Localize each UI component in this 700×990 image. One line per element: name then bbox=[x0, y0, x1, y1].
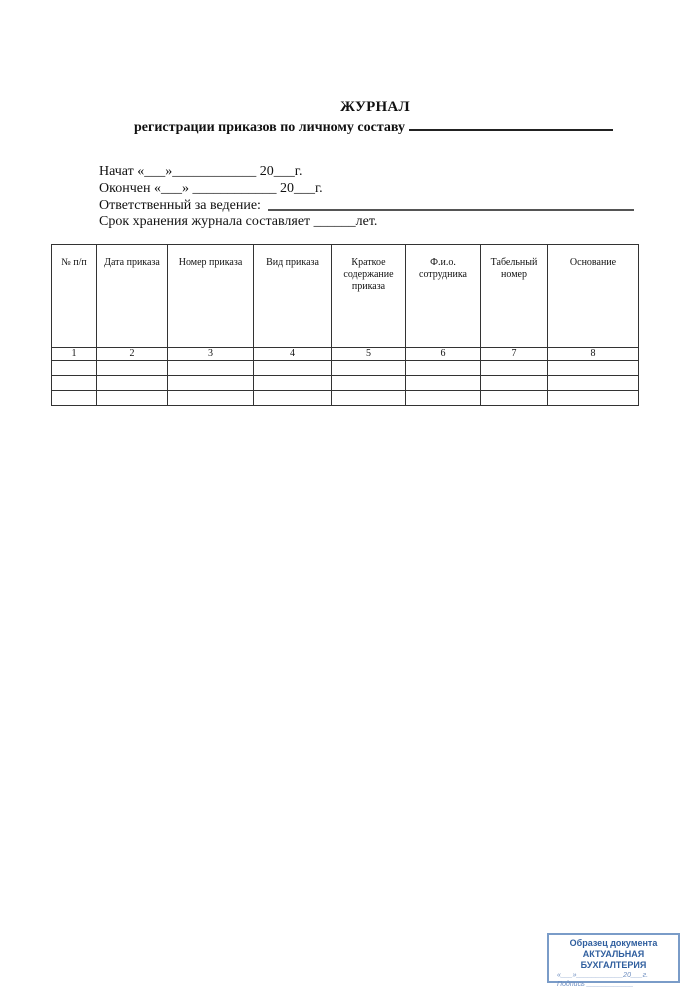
journal-subtitle-text: регистрации приказов по личному составу bbox=[134, 120, 405, 135]
column-number: 2 bbox=[97, 348, 168, 361]
table-cell bbox=[332, 361, 406, 376]
table-cell bbox=[332, 391, 406, 406]
table-cell bbox=[406, 361, 481, 376]
sample-stamp bbox=[547, 933, 680, 988]
table-row bbox=[52, 391, 639, 406]
responsible-field: Ответственный за ведение: bbox=[99, 198, 261, 213]
stamp-line-sample: Образец документа bbox=[569, 938, 658, 948]
table-cell bbox=[52, 376, 97, 391]
table-cell bbox=[168, 391, 254, 406]
table-cell bbox=[254, 391, 332, 406]
table-row bbox=[52, 361, 639, 376]
column-number: 7 bbox=[481, 348, 548, 361]
header-personnel-number: Табельный номер bbox=[481, 245, 548, 348]
table-cell bbox=[168, 376, 254, 391]
table-cell bbox=[97, 376, 168, 391]
table-row bbox=[52, 376, 639, 391]
header-employee-name: Ф.и.о. сотрудника bbox=[406, 245, 481, 348]
table-cell bbox=[548, 376, 639, 391]
header-order-type: Вид приказа bbox=[254, 245, 332, 348]
table-cell bbox=[406, 391, 481, 406]
header-date: Дата приказа bbox=[97, 245, 168, 348]
column-number: 4 bbox=[254, 348, 332, 361]
header-number: № п/п bbox=[52, 245, 97, 348]
column-number: 8 bbox=[548, 348, 639, 361]
table-cell bbox=[548, 391, 639, 406]
column-number: 5 bbox=[332, 348, 406, 361]
stamp-line-date: «___»____________20___г. bbox=[557, 972, 649, 979]
started-field: Начат «___»____________ 20___г. bbox=[99, 164, 303, 179]
header-order-number: Номер приказа bbox=[168, 245, 254, 348]
table-cell bbox=[97, 361, 168, 376]
table-cell bbox=[254, 361, 332, 376]
table-cell bbox=[406, 376, 481, 391]
subtitle-blank-line bbox=[409, 117, 613, 131]
column-number: 3 bbox=[168, 348, 254, 361]
column-number: 6 bbox=[406, 348, 481, 361]
journal-table bbox=[51, 244, 639, 406]
table-cell bbox=[481, 361, 548, 376]
table-cell bbox=[548, 361, 639, 376]
header-summary: Краткое содержание приказа bbox=[332, 245, 406, 348]
journal-subtitle bbox=[134, 117, 613, 136]
finished-field: Окончен «___» ____________ 20___г. bbox=[99, 181, 323, 196]
table-header-row bbox=[52, 245, 639, 348]
table-cell bbox=[332, 376, 406, 391]
header-basis: Основание bbox=[548, 245, 639, 348]
table-cell bbox=[254, 376, 332, 391]
stamp-line-signature: Подпись ____________ bbox=[557, 981, 634, 988]
table-cell bbox=[52, 391, 97, 406]
retention-field: Срок хранения журнала составляет ______лет. bbox=[99, 214, 378, 229]
table-cell bbox=[97, 391, 168, 406]
table-cell bbox=[481, 391, 548, 406]
column-number: 1 bbox=[52, 348, 97, 361]
journal-title: ЖУРНАЛ bbox=[340, 99, 410, 115]
column-number-row bbox=[52, 348, 639, 361]
table-cell bbox=[481, 376, 548, 391]
stamp-line-brand: АКТУАЛЬНАЯ БУХГАЛТЕРИЯ bbox=[580, 949, 647, 970]
table-cell bbox=[168, 361, 254, 376]
responsible-blank-line bbox=[268, 209, 634, 211]
table-cell bbox=[52, 361, 97, 376]
